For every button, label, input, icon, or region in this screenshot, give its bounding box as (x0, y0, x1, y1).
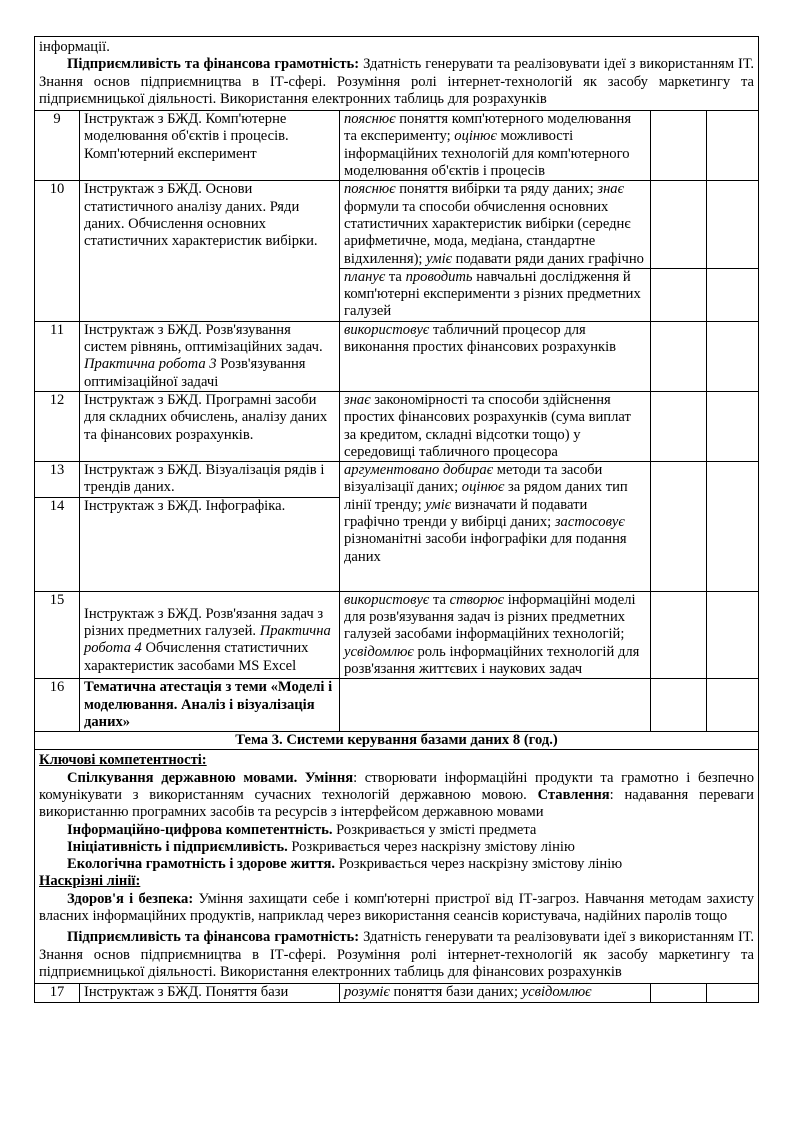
empty-cell (651, 111, 707, 181)
table-row (35, 181, 759, 268)
empty-cell (651, 321, 707, 391)
empty-cell (707, 111, 759, 181)
health-safety-paragraph: Здоров'я і безпека: Уміння захищати себе і комп'ютерні пристрої від ІТ-загроз. Навчання методам захисту власних інформаційних продуктів, наприклад через використання сеансів користувача, надійних паролів тощо (39, 890, 755, 925)
intro-block-row (35, 37, 759, 111)
table-row (35, 111, 759, 181)
lesson-title: Інструктаж з БЖД. Візуалізація рядів і трендів даних. (80, 462, 340, 498)
learning-outcome: розуміє поняття бази даних; усвідомлює (340, 984, 651, 1002)
table-row (35, 679, 759, 732)
initiative-paragraph: Ініціативність і підприємливість. Розкривається через наскрізну змістову лінію (67, 838, 575, 855)
empty-cell (651, 462, 707, 592)
row-number: 10 (35, 181, 80, 321)
communication-paragraph: Спілкування державною мовами. Уміння: створювати інформаційні продукти та грамотно і безпечно комунікувати з використанням сучасних технологій державною мовою. Ставлення: надавання переваги використанню програмних засобів та ресурсів з інтерфейсом державною мовами (39, 769, 755, 821)
competencies-block-row (35, 750, 759, 984)
empty-cell (707, 181, 759, 268)
digital-competence-paragraph: Інформаційно-цифрова компетентність. Розкривається у змісті предмета (67, 821, 537, 838)
empty-cell (707, 321, 759, 391)
learning-outcome: використовує табличний процесор для виконання простих фінансових розрахунків (340, 321, 651, 391)
curriculum-table (34, 36, 759, 1003)
row-number: 9 (35, 111, 80, 181)
intro-fragment: інформації. (39, 39, 110, 55)
row-number: 11 (35, 321, 80, 391)
empty-cell (707, 462, 759, 592)
empty-cell (651, 984, 707, 1002)
row-number: 12 (35, 391, 80, 461)
learning-outcome: використовує та створює інформаційні моделі для розв'язування задач із різних предметних галузей засобами інформаційних технологій; усвідомлює роль інформаційних технологій для розв'язання життєвих і наукових задач (340, 591, 651, 678)
key-competencies-heading: Ключові компетентності: (39, 752, 207, 769)
lesson-title: Інструктаж з БЖД. Інфографіка. (80, 497, 340, 591)
fin-literacy-paragraph: Підприємливість та фінансова грамотність: Здатність генерувати та реалізовувати ідеї з використанням ІТ. Знання основ підприємництва в ІТ-сфері. Розуміння ролі інтернет-технологій як засобу маркетингу та підприємницької діяльності. Використання електронних таблиць для розрахунків (39, 56, 755, 107)
learning-outcome: аргументовано добирає методи та засоби візуалізації даних; оцінює за рядом даних тип лінії тренду; уміє визначати й подавати графічно тренди у вибірці даних; застосовує різноманітні засоби інфографіки для подання даних (340, 462, 651, 592)
lesson-title: Інструктаж з БЖД. Розв'язання задач з різних предметних галузей. Практична робота 4 Обчислення статистичних характеристик засобами MS Excel (80, 591, 340, 678)
row-number: 14 (35, 497, 80, 591)
empty-cell (707, 591, 759, 678)
row-number: 16 (35, 679, 80, 732)
empty-cell (707, 268, 759, 321)
empty-cell (340, 679, 651, 732)
table-row (35, 984, 759, 1002)
lesson-title: Інструктаж з БЖД. Програмні засоби для складних обчислень, аналізу даних та фінансових розрахунків. (80, 391, 340, 461)
lesson-title: Інструктаж з БЖД. Комп'ютерне моделювання об'єктів і процесів. Комп'ютерний експеримент (80, 111, 340, 181)
table-row (35, 462, 759, 498)
learning-outcome: пояснює поняття комп'ютерного моделювання та експерименту; оцінює можливості інформаційних технологій для комп'ютерного моделювання об'єктів і процесів (340, 111, 651, 181)
empty-cell (707, 679, 759, 732)
empty-cell (651, 591, 707, 678)
table-row (35, 591, 759, 678)
empty-cell (651, 679, 707, 732)
table-row (35, 321, 759, 391)
table-row (35, 391, 759, 461)
learning-outcome: пояснює поняття вибірки та ряду даних; знає формули та способи обчислення основних статистичних характеристик вибірки (середнє арифметичне, мода, медіана, стандартне відхилення); уміє подавати ряди даних графічно (340, 181, 651, 268)
row-number: 13 (35, 462, 80, 498)
row-number: 17 (35, 984, 80, 1002)
topic-heading-row (35, 732, 759, 750)
learning-outcome: знає закономірності та способи здійснення простих фінансових розрахунків (сума виплат за кредитом, складні відсотки тощо) у середовищі табличного процесора (340, 391, 651, 461)
row-number: 15 (35, 591, 80, 678)
lesson-title: Інструктаж з БЖД. Розв'язування систем рівнянь, оптимізаційних задач. Практична робота 3 Розв'язування оптимізаційної задачі (80, 321, 340, 391)
learning-outcome: планує та проводить навчальні дослідження й комп'ютерні експерименти з різних предметних галузей (340, 268, 651, 321)
thematic-assessment: Тематична атестація з теми «Моделі і моделювання. Аналіз і візуалізація даних» (80, 679, 340, 732)
fin-literacy-paragraph: Підприємливість та фінансова грамотність: Здатність генерувати та реалізовувати ідеї з використанням ІТ. Знання основ підприємництва в ІТ-сфері. Розуміння ролі інтернет-технологій як засобу маркетингу та підприємницької діяльності. Використання електронних таблиць для фінансових розрахунків (39, 929, 755, 980)
ecology-paragraph: Екологічна грамотність і здорове життя. Розкривається через наскрізну змістову лінію (67, 856, 623, 873)
empty-cell (707, 391, 759, 461)
lesson-title: Інструктаж з БЖД. Поняття бази (80, 984, 340, 1002)
lesson-title: Інструктаж з БЖД. Основи статистичного аналізу даних. Ряди даних. Обчислення основних статистичних характеристик вибірки. (80, 181, 340, 321)
empty-cell (707, 984, 759, 1002)
topic-heading: Тема 3. Системи керування базами даних 8 (год.) (35, 732, 759, 750)
empty-cell (651, 181, 707, 268)
cross-cutting-heading: Наскрізні лінії: (39, 873, 141, 890)
document-page (34, 36, 758, 1003)
empty-cell (651, 268, 707, 321)
empty-cell (651, 391, 707, 461)
